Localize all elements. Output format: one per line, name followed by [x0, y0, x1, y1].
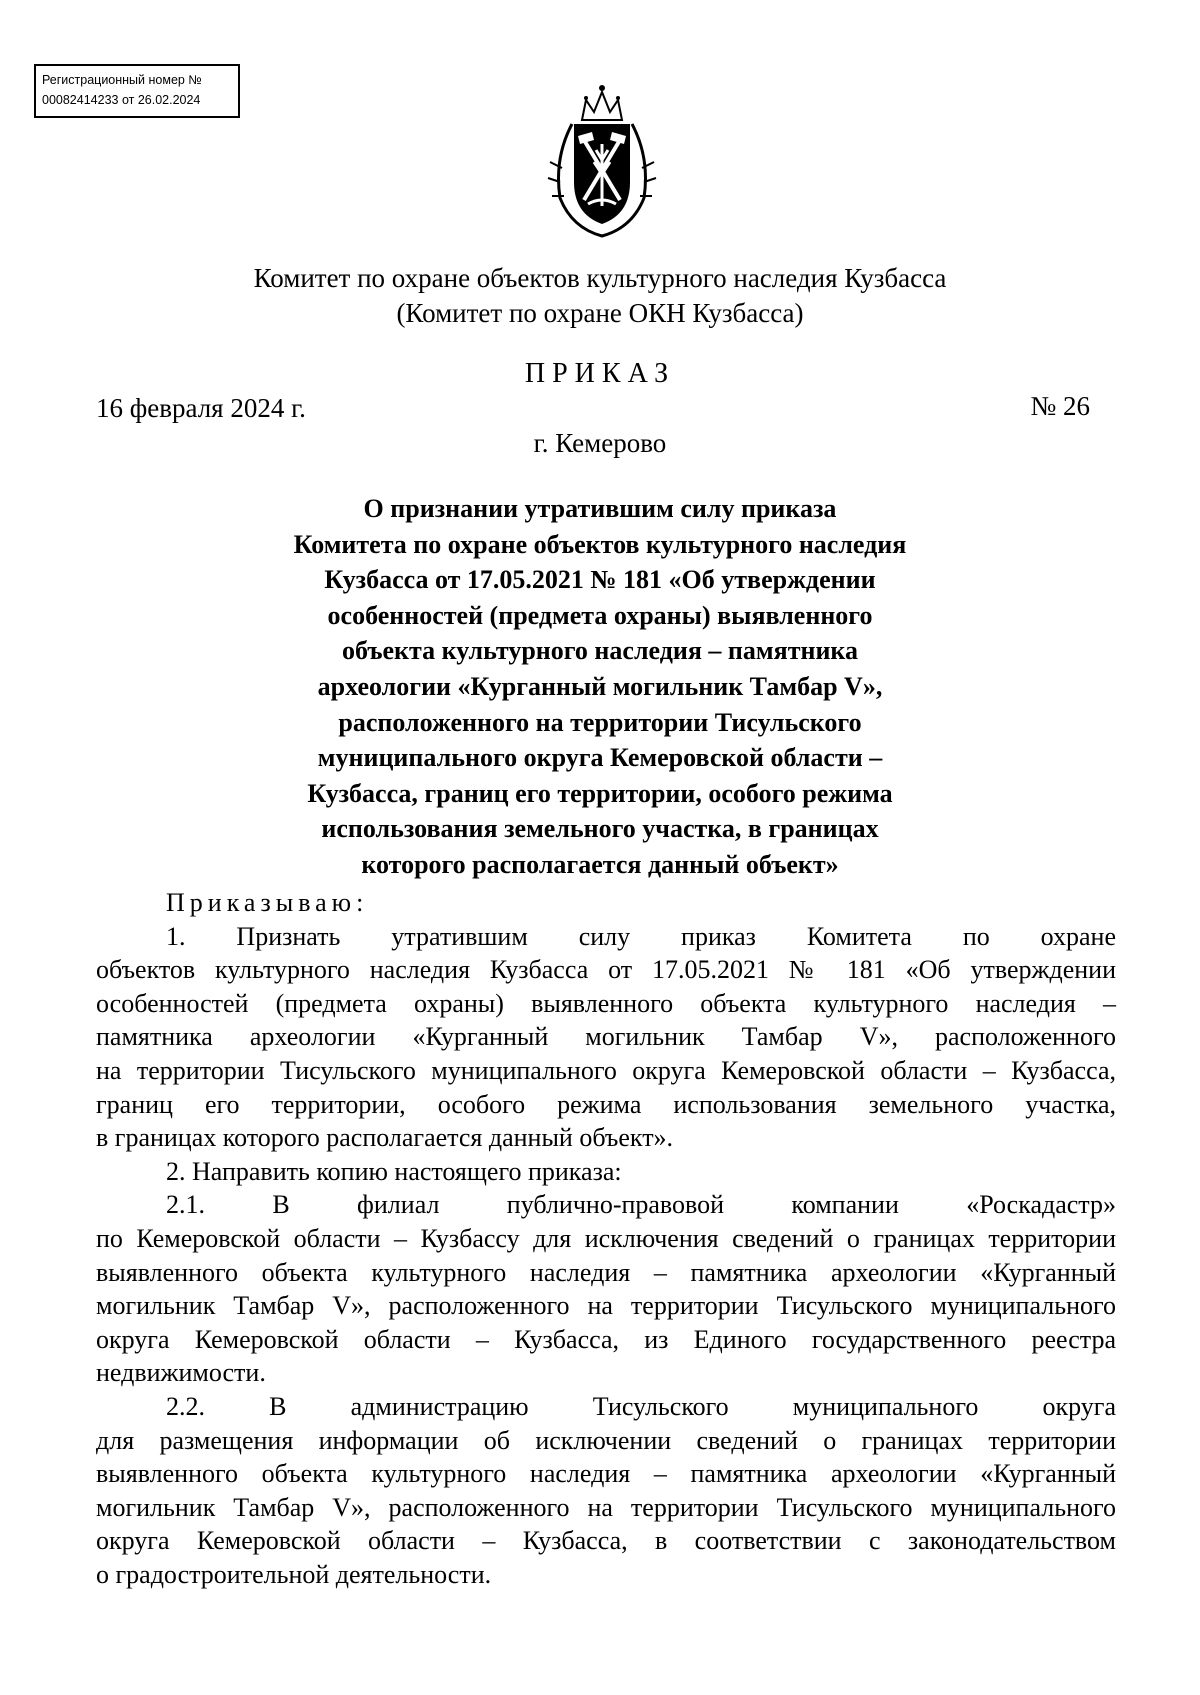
organization-name: Комитет по охране объектов культурного наследия Кузбасса: [253, 263, 947, 293]
item-1-line: памятника археологии «Курганный могильник Тамбар V», расположенного: [96, 1022, 1116, 1052]
item-1-line: объектов культурного наследия Кузбасса от 17.05.2021 № 181 «Об утверждении: [96, 955, 1116, 985]
subject-line: использования земельного участка, в границах: [321, 814, 879, 844]
document-city: г. Кемерово: [533, 428, 667, 458]
item-1-line: в границах которого располагается данный объект».: [96, 1123, 674, 1153]
subject-line: объекта культурного наследия – памятника: [341, 636, 859, 666]
document-body: [96, 886, 1116, 1591]
item-1-line: особенностей (предмета охраны) выявленного объекта культурного наследия –: [96, 988, 1116, 1018]
item-2-2-line: 2.2. В администрацию Тисульского муниципального округа: [166, 1391, 1116, 1421]
subject-line: Комитета по охране объектов культурного наследия: [293, 529, 907, 559]
registration-line-2: 00082414233 от 26.02.2024: [42, 93, 201, 107]
item-2-1-line: могильник Тамбар V», расположенного на территории Тисульского муниципального: [96, 1291, 1116, 1321]
order-word: Приказываю:: [166, 888, 369, 917]
document-subject: [0, 491, 1200, 883]
item-2-2-line: округа Кемеровской области – Кузбасса, в соответствии с законодательством: [96, 1526, 1116, 1556]
item-1-line: 1. Признать утратившим силу приказ Комитета по охране: [166, 921, 1116, 951]
item-2-1-line: по Кемеровской области – Кузбассу для исключения сведений о границах территории: [96, 1223, 1116, 1253]
document-date: 16 февраля 2024 г.: [96, 393, 306, 423]
kuzbass-coat-of-arms-icon: [542, 78, 662, 243]
item-2-2-line: для размещения информации об исключении сведений о границах территории: [96, 1425, 1116, 1455]
subject-line: которого располагается данный объект»: [361, 849, 839, 879]
subject-line: археологии «Курганный могильник Тамбар V»,: [317, 671, 883, 701]
item-2-1-line: округа Кемеровской области – Кузбасса, из Единого государственного реестра: [96, 1324, 1116, 1354]
subject-line: Кузбасса от 17.05.2021 № 181 «Об утверждении: [324, 565, 876, 595]
registration-stamp: [34, 64, 240, 118]
item-2-2-line: могильник Тамбар V», расположенного на территории Тисульского муниципального: [96, 1492, 1116, 1522]
item-2-1-line: недвижимости.: [96, 1358, 266, 1388]
item-2-2-line: выявленного объекта культурного наследия – памятника археологии «Курганный: [96, 1459, 1116, 1489]
subject-line: муниципального округа Кемеровской области –: [317, 743, 883, 773]
subject-line: Кузбасса, границ его территории, особого режима: [307, 778, 893, 808]
item-2-1-line: выявленного объекта культурного наследия – памятника археологии «Курганный: [96, 1257, 1116, 1287]
item-2-line: 2. Направить копию настоящего приказа:: [166, 1156, 622, 1186]
item-1-line: на территории Тисульского муниципального округа Кемеровской области – Кузбасса,: [96, 1055, 1116, 1085]
organization-short-name: (Комитет по охране ОКН Кузбасса): [396, 298, 804, 328]
subject-line: О признании утратившим силу приказа: [363, 494, 837, 523]
item-2-2-line: о градостроительной деятельности.: [96, 1559, 492, 1589]
registration-line-1: Регистрационный номер №: [42, 73, 202, 87]
item-2-1-line: 2.1. В филиал публично-правовой компании «Роскадастр»: [166, 1190, 1116, 1220]
document-type: ПРИКАЗ: [524, 358, 676, 389]
document-number: № 26: [1030, 391, 1090, 421]
item-1-line: границ его территории, особого режима использования земельного участка,: [96, 1089, 1116, 1119]
subject-line: расположенного на территории Тисульского: [338, 707, 862, 737]
subject-line: особенностей (предмета охраны) выявленного: [327, 600, 873, 630]
